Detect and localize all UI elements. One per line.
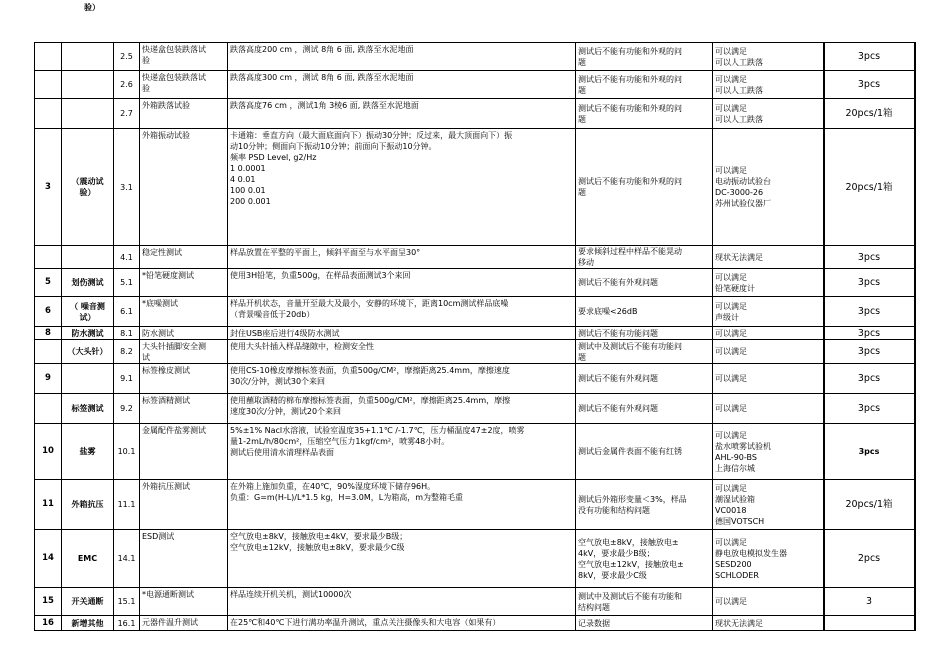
equipment-status: 可以满足 xyxy=(713,364,824,394)
test-category: 新增其他 xyxy=(62,616,114,631)
test-method: 在25℃和40℃下进行满功率温升测试，重点关注摄像头和大电容（如果有） xyxy=(228,616,576,631)
table-row xyxy=(35,340,915,364)
test-method: 空气放电±8kV，接触放电±4kV，要求最少B级； 空气放电±12kV，接触放电±8kV，要求最少C级 xyxy=(228,530,576,588)
table-row xyxy=(35,588,915,616)
test-category: EMC xyxy=(62,530,114,588)
equipment-status: 可以满足 xyxy=(713,327,824,340)
row-number: 6 xyxy=(35,297,62,327)
sample-quantity: 2pcs xyxy=(824,530,915,588)
row-number xyxy=(35,340,62,364)
test-item-name: 快递盒包装跌落试 验 xyxy=(140,43,228,71)
test-category: 防水测试 xyxy=(62,327,114,340)
equipment-status: 可以满足 铅笔硬度计 xyxy=(713,269,824,297)
equipment-status: 可以满足 静电放电模拟发生器 SESD200 SCHLODER xyxy=(713,530,824,588)
test-item-number: 9.2 xyxy=(114,394,140,424)
test-item-name: 外箱抗压测试 xyxy=(140,480,228,530)
sample-quantity: 3pcs xyxy=(824,424,915,480)
row-number: 3 xyxy=(35,129,62,246)
acceptance-criteria: 测试后不能有功能和外观的问 题 xyxy=(576,129,713,246)
acceptance-criteria: 要求倾斜过程中样品不能晃动 移动 xyxy=(576,246,713,269)
table-row xyxy=(35,71,915,99)
test-item-number: 14.1 xyxy=(114,530,140,588)
test-item-number: 10.1 xyxy=(114,424,140,480)
test-item-name: 快递盒包装跌落试 验 xyxy=(140,71,228,99)
test-item-name: *底噪测试 xyxy=(140,297,228,327)
row-number: 9 xyxy=(35,364,62,394)
test-category xyxy=(62,246,114,269)
test-method: 使用大头针插入样品缝隙中，检测安全性 xyxy=(228,340,576,364)
acceptance-criteria: 要求底噪<26dB xyxy=(576,297,713,327)
equipment-status: 可以满足 电动振动试验台 DC-3000-26 苏州试验仪器厂 xyxy=(713,129,824,246)
test-category: 外箱抗压 xyxy=(62,480,114,530)
sample-quantity: 3 xyxy=(824,588,915,616)
sample-quantity: 3pcs xyxy=(824,269,915,297)
acceptance-criteria: 测试后金属件表面不能有红锈 xyxy=(576,424,713,480)
row-number xyxy=(35,246,62,269)
test-spec-table xyxy=(34,42,916,631)
equipment-status: 可以满足 盐水喷雾试验机 AHL-90-BS 上海信尔城 xyxy=(713,424,824,480)
test-method: 卡通箱：垂直方向（最大面底面向下）振动30分钟；反过来，最大顶面向下）振 动10分钟；侧面向下振动10分钟；前面向下振动10分钟。 频率 PSD Level, g2/Hz 1 0.0001 4 0.01 100 0.01 200 0.001 xyxy=(228,129,576,246)
test-category: 划伤测试 xyxy=(62,269,114,297)
sample-quantity: 3pcs xyxy=(824,71,915,99)
test-category: 开关通断 xyxy=(62,588,114,616)
test-category xyxy=(62,43,114,71)
test-method: 使用3H铅笔，负重500g，在样品表面测试3个来回 xyxy=(228,269,576,297)
test-category xyxy=(62,99,114,129)
test-method: 样品开机状态，音量开至最大及最小，安静的环境下，距离10cm测试样品底噪 （背景噪音低于20db） xyxy=(228,297,576,327)
row-number: 11 xyxy=(35,480,62,530)
acceptance-criteria: 测试后外箱形变量＜3%，样品 没有功能和结构问题 xyxy=(576,480,713,530)
test-category: 盐雾 xyxy=(62,424,114,480)
test-method: 跌落高度300 cm ，测试 8角 6 面, 跌落至水泥地面 xyxy=(228,71,576,99)
test-item-number: 6.1 xyxy=(114,297,140,327)
acceptance-criteria: 测试后不能有外观问题 xyxy=(576,394,713,424)
test-category: （震动试 验） xyxy=(62,129,114,246)
test-category xyxy=(62,71,114,99)
table-row xyxy=(35,99,915,129)
test-method: 使用蘸取酒精的棉布摩擦标签表面，负重500g/CM²，摩擦距离25.4mm，摩擦 速度30次/分钟，测试20个来回 xyxy=(228,394,576,424)
test-item-name: 稳定性测试 xyxy=(140,246,228,269)
sample-quantity: 3pcs xyxy=(824,246,915,269)
equipment-status: 现状无法满足 xyxy=(713,246,824,269)
acceptance-criteria: 测试后不能有功能问题 xyxy=(576,327,713,340)
equipment-status: 可以满足 声级计 xyxy=(713,297,824,327)
test-method: 封住USB座后进行4级防水测试 xyxy=(228,327,576,340)
test-method: 跌落高度200 cm ，测试 8角 6 面, 跌落至水泥地面 xyxy=(228,43,576,71)
equipment-status: 可以满足 可以人工跌落 xyxy=(713,99,824,129)
test-category: （大头针） xyxy=(62,340,114,364)
row-number: 10 xyxy=(35,424,62,480)
table-row xyxy=(35,43,915,71)
row-number: 14 xyxy=(35,530,62,588)
table-row xyxy=(35,246,915,269)
test-item-number: 8.2 xyxy=(114,340,140,364)
equipment-status: 可以满足 xyxy=(713,394,824,424)
test-item-name: 大头针插脚安全测 试 xyxy=(140,340,228,364)
table-row xyxy=(35,327,915,340)
acceptance-criteria: 空气放电±8kV，接触放电± 4kV，要求最少B级； 空气放电±12kV，接触放电± 8kV，要求最少C级 xyxy=(576,530,713,588)
table-row xyxy=(35,297,915,327)
test-item-name: 防水测试 xyxy=(140,327,228,340)
test-category xyxy=(62,364,114,394)
test-method: 跌落高度76 cm ，测试1角 3棱6 面, 跌落至水泥地面 xyxy=(228,99,576,129)
acceptance-criteria: 记录数据 xyxy=(576,616,713,631)
table-row xyxy=(35,480,915,530)
table-row xyxy=(35,616,915,631)
test-item-name: *铅笔硬度测试 xyxy=(140,269,228,297)
sample-quantity: 3pcs xyxy=(824,297,915,327)
sample-quantity xyxy=(824,616,915,631)
row-number xyxy=(35,99,62,129)
acceptance-criteria: 测试后不能有功能和外观的问 题 xyxy=(576,43,713,71)
acceptance-criteria: 测试中及测试后不能有功能问 题 xyxy=(576,340,713,364)
test-item-number: 8.1 xyxy=(114,327,140,340)
equipment-status: 可以满足 xyxy=(713,340,824,364)
sample-quantity: 20pcs/1箱 xyxy=(824,480,915,530)
equipment-status: 可以满足 xyxy=(713,588,824,616)
test-item-number: 5.1 xyxy=(114,269,140,297)
test-item-name: 标签橡皮测试 xyxy=(140,364,228,394)
acceptance-criteria: 测试后不能有外观问题 xyxy=(576,364,713,394)
test-item-number: 9.1 xyxy=(114,364,140,394)
acceptance-criteria: 测试中及测试后不能有功能和 结构问题 xyxy=(576,588,713,616)
top-note: 验） xyxy=(84,3,100,12)
test-item-number: 2.7 xyxy=(114,99,140,129)
acceptance-criteria: 测试后不能有功能和外观的问 题 xyxy=(576,71,713,99)
test-item-name: *电源通断测试 xyxy=(140,588,228,616)
sample-quantity: 20pcs/1箱 xyxy=(824,99,915,129)
sample-quantity: 3pcs xyxy=(824,43,915,71)
table-row xyxy=(35,424,915,480)
test-item-name: ESD测试 xyxy=(140,530,228,588)
table-row xyxy=(35,269,915,297)
test-method: 样品连续开机关机，测试10000次 xyxy=(228,588,576,616)
test-item-name: 金属配件盐雾测试 xyxy=(140,424,228,480)
acceptance-criteria: 测试后不能有功能和外观的问 题 xyxy=(576,99,713,129)
row-number xyxy=(35,71,62,99)
test-method: 在外箱上施加负重，在40℃，90%湿度环境下储存96H。 负重：G=m(H-L)/L*1.5 kg，H=3.0M，L为箱高，m为整箱毛重 xyxy=(228,480,576,530)
test-item-number: 16.1 xyxy=(114,616,140,631)
test-item-number: 15.1 xyxy=(114,588,140,616)
test-category: （ 噪音测 试） xyxy=(62,297,114,327)
row-number xyxy=(35,394,62,424)
table-row xyxy=(35,364,915,394)
sample-quantity: 3pcs xyxy=(824,327,915,340)
test-item-name: 标签酒精测试 xyxy=(140,394,228,424)
sample-quantity: 20pcs/1箱 xyxy=(824,129,915,246)
acceptance-criteria: 测试后不能有外观问题 xyxy=(576,269,713,297)
row-number: 15 xyxy=(35,588,62,616)
equipment-status: 现状无法满足 xyxy=(713,616,824,631)
table-row xyxy=(35,394,915,424)
equipment-status: 可以满足 可以人工跌落 xyxy=(713,71,824,99)
equipment-status: 可以满足 可以人工跌落 xyxy=(713,43,824,71)
test-item-name: 元器件温升测试 xyxy=(140,616,228,631)
row-number: 5 xyxy=(35,269,62,297)
test-item-number: 2.5 xyxy=(114,43,140,71)
table-row xyxy=(35,129,915,246)
row-number: 8 xyxy=(35,327,62,340)
test-item-number: 4.1 xyxy=(114,246,140,269)
test-item-name: 外箱跌落试验 xyxy=(140,99,228,129)
row-number: 16 xyxy=(35,616,62,631)
test-item-name: 外箱振动试验 xyxy=(140,129,228,246)
test-method: 使用CS-10橡皮摩擦标签表面，负重500g/CM²，摩擦距离25.4mm，摩擦速度 30次/分钟，测试30个来回 xyxy=(228,364,576,394)
test-item-number: 3.1 xyxy=(114,129,140,246)
sample-quantity: 3pcs xyxy=(824,394,915,424)
sample-quantity: 3pcs xyxy=(824,340,915,364)
row-number xyxy=(35,43,62,71)
table-row xyxy=(35,530,915,588)
test-method: 样品放置在平整的平面上，倾斜平面至与水平面呈30° xyxy=(228,246,576,269)
test-category: 标签测试 xyxy=(62,394,114,424)
equipment-status: 可以满足 潮湿试验箱 VC0018 德国VOTSCH xyxy=(713,480,824,530)
test-item-number: 2.6 xyxy=(114,71,140,99)
test-item-number: 11.1 xyxy=(114,480,140,530)
test-method: 5%±1% Nacl水溶液，试验室温度35+1.1℃ /-1.7℃，压力桶温度47±2度，喷雾 量1-2mL/h/80cm²，压缩空气压力1kgf/cm²，喷雾48小时。 测试后使用清水清理样品表面 xyxy=(228,424,576,480)
sample-quantity: 3pcs xyxy=(824,364,915,394)
